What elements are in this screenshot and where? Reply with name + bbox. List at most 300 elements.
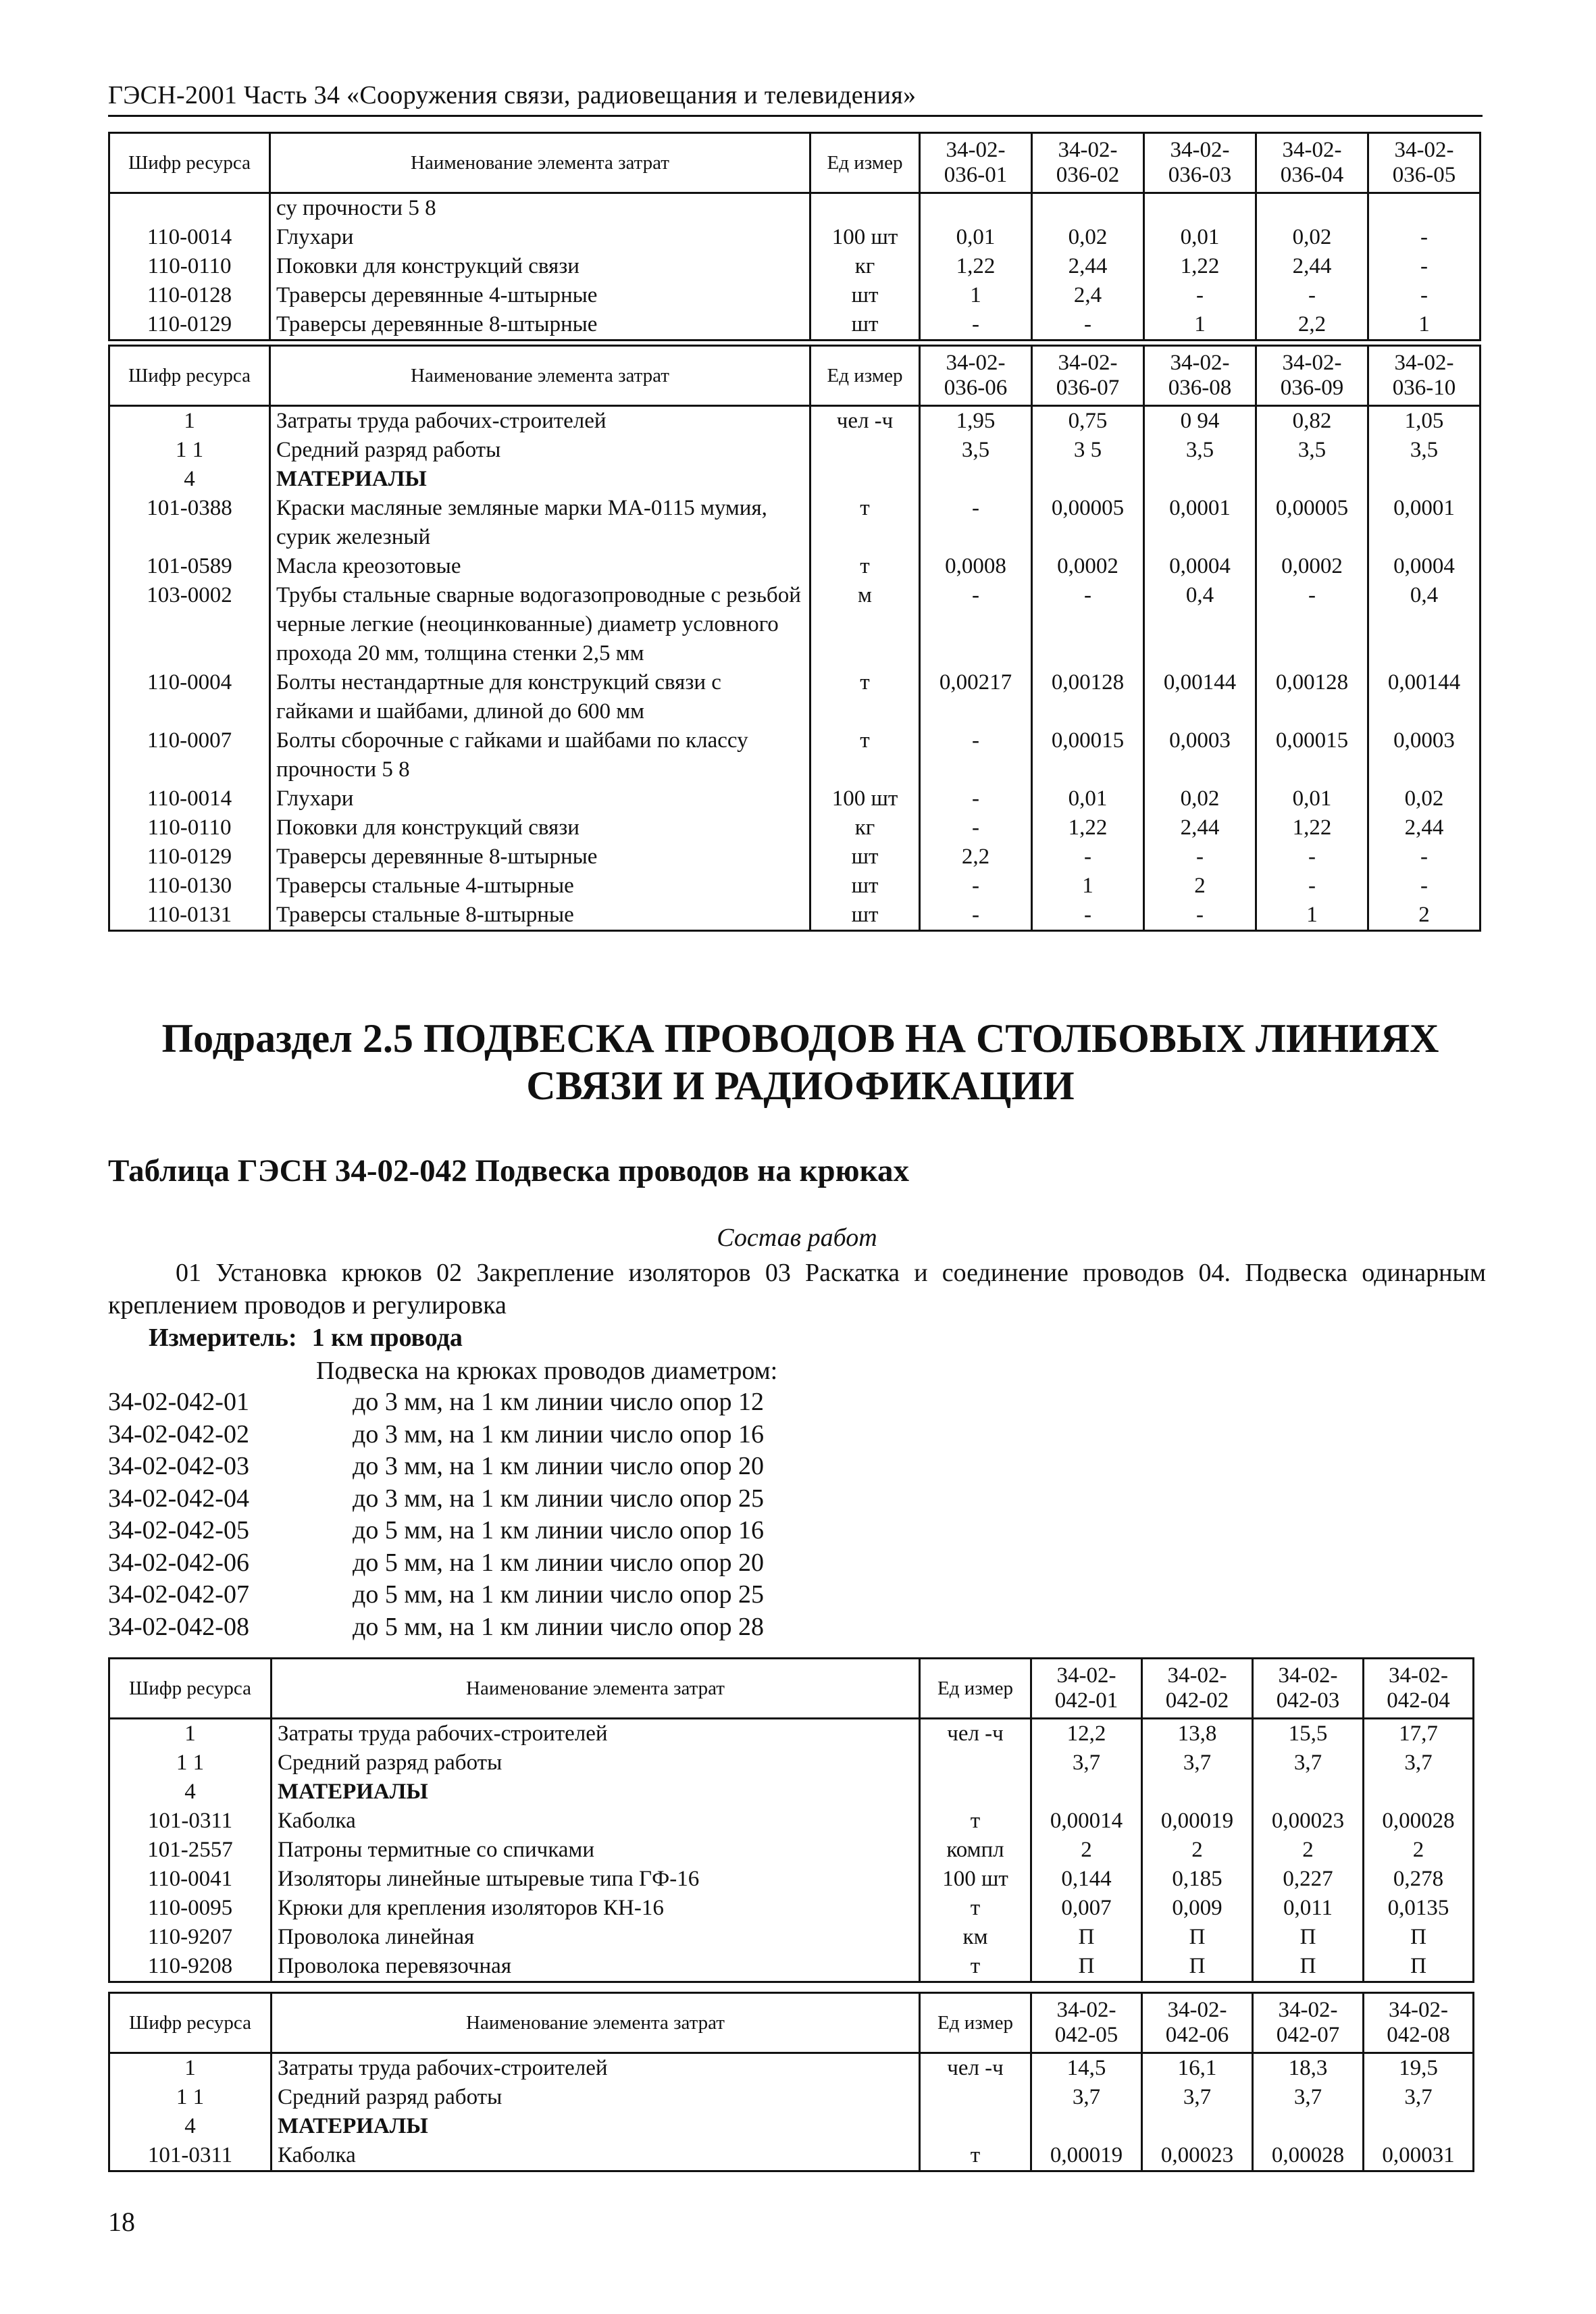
resource-unit: 100 шт [920,1865,1031,1894]
resource-code: 1 1 [109,2083,272,2112]
norm-value: 0,01 [1144,223,1256,252]
norm-value [1256,193,1368,224]
table-row [109,494,1481,552]
table-row [109,1778,1474,1807]
norm-value: 0,011 [1253,1894,1364,1923]
code-list [108,1386,764,1643]
resource-unit: т [920,1807,1031,1836]
norm-value: 2,2 [920,842,1032,872]
norm-value: - [1144,842,1256,872]
norm-description: до 3 мм, на 1 км линии число опор 12 [353,1388,765,1416]
col-header-norm: 34-02-036-08 [1144,346,1256,406]
code-item [108,1419,764,1451]
resource-name: Болты сборочные с гайками и шайбами по классу прочности 5 8 [270,726,810,784]
resource-name: Каболка [272,1807,920,1836]
col-header-norm: 34-02-036-10 [1368,346,1481,406]
resource-unit: шт [810,281,920,310]
norm-code: 34-02-042-04 [108,1484,249,1513]
norm-code: 34-02-042-07 [108,1580,249,1609]
norm-value: П [1364,1923,1474,1952]
table-row [109,668,1481,726]
table-row [109,1719,1474,1749]
norm-value: 3,5 [1256,436,1368,465]
resource-code: 110-0095 [109,1894,272,1923]
col-header-norm: 34-02-036-03 [1144,133,1256,193]
resource-code: 103-0002 [109,581,270,668]
norm-value [1368,193,1481,224]
norm-value [920,465,1032,494]
works-title: Состав работ [717,1224,877,1252]
norm-value: 2,44 [1256,252,1368,281]
norm-value: 0,01 [920,223,1032,252]
col-header-norm: 34-02-042-05 [1031,1993,1142,2053]
code-item [108,1579,764,1611]
norm-value: 0,00028 [1253,2141,1364,2171]
norm-value: 0,00015 [1032,726,1144,784]
resource-name: Масла креозотовые [270,552,810,581]
norm-value: 0,4 [1368,581,1481,668]
col-header-norm: 34-02-042-04 [1364,1659,1474,1719]
table-row [109,2053,1474,2084]
resource-code: 110-9208 [109,1952,272,1982]
resource-unit [920,1749,1031,1778]
resource-name: Затраты труда рабочих-строителей [272,2053,920,2084]
norm-value: 0 94 [1144,406,1256,436]
norm-value: 3 5 [1032,436,1144,465]
norm-value: 0,185 [1142,1865,1253,1894]
table-row [109,901,1481,931]
resource-unit: 100 шт [810,784,920,813]
norm-value: 0,00128 [1256,668,1368,726]
works-text: 01 Установка крюков 02 Закрепление изоляторов 03 Раскатка и соединение проводов 04. Подвеска одинарным креплением проводов и регулировка [108,1259,1486,1319]
meter-label: Измеритель: [149,1324,297,1352]
norm-value: 0,0003 [1368,726,1481,784]
norm-value: - [920,310,1032,341]
norm-value [1144,465,1256,494]
resource-unit: т [920,1952,1031,1982]
norm-value: 0,009 [1142,1894,1253,1923]
resource-name: Траверсы стальные 8-штырные [270,901,810,931]
resource-unit: т [810,494,920,552]
resource-code: 101-0388 [109,494,270,552]
page-number: 18 [108,2207,135,2237]
resource-name: Поковки для конструкций связи [270,813,810,842]
resource-code: 110-0128 [109,281,270,310]
table-row [109,193,1481,224]
norm-value: 14,5 [1031,2053,1142,2084]
norm-value: 2 [1144,872,1256,901]
norm-value: 2,44 [1368,813,1481,842]
resource-code: 4 [109,465,270,494]
table-row [109,813,1481,842]
norm-value: 0,02 [1032,223,1144,252]
norm-value: 17,7 [1364,1719,1474,1749]
norm-value: 0,00217 [920,668,1032,726]
header-row [109,1993,1474,2053]
resource-name: Трубы стальные сварные водогазопроводные с резьбой черные легкие (неоцинкованные) диаметр условного прохода 20 мм, толщина стенки 2,5 мм [270,581,810,668]
norm-description: до 5 мм, на 1 км линии число опор 20 [353,1548,765,1577]
norm-value: - [920,872,1032,901]
norm-value: 0,007 [1031,1894,1142,1923]
resource-code: 4 [109,1778,272,1807]
table-row [109,436,1481,465]
resource-code [109,193,270,224]
col-header-norm: 34-02-042-08 [1364,1993,1474,2053]
norm-value [1031,1778,1142,1807]
norm-value: 0,278 [1364,1865,1474,1894]
resource-unit [810,465,920,494]
norm-value: 0,02 [1144,784,1256,813]
norm-value: 0,00144 [1144,668,1256,726]
norm-value: 16,1 [1142,2053,1253,2084]
norm-value: 0,02 [1256,223,1368,252]
resource-name: МАТЕРИАЛЫ [272,2112,920,2141]
norm-description: до 3 мм, на 1 км линии число опор 16 [353,1419,765,1449]
norm-value: - [920,813,1032,842]
norm-value: 2 [1031,1836,1142,1865]
norm-value: 12,2 [1031,1719,1142,1749]
norm-value: П [1253,1923,1364,1952]
norm-value: - [1032,901,1144,931]
norm-value: 0,0002 [1032,552,1144,581]
resource-unit: т [810,552,920,581]
resource-code: 110-0007 [109,726,270,784]
norm-value: - [1256,842,1368,872]
norm-value: 0,00128 [1032,668,1144,726]
table-row [109,1836,1474,1865]
col-header-norm: 34-02-042-01 [1031,1659,1142,1719]
resource-code: 110-0014 [109,784,270,813]
table-row [109,1749,1474,1778]
norm-value: 3,7 [1031,2083,1142,2112]
col-header-norm: 34-02-036-09 [1256,346,1368,406]
resource-unit: компл [920,1836,1031,1865]
norm-value: - [920,581,1032,668]
norm-value: 3,7 [1031,1749,1142,1778]
resource-code: 110-0110 [109,252,270,281]
table-row [109,872,1481,901]
resource-unit: т [920,2141,1031,2171]
code-item [108,1547,764,1580]
col-header-name: Наименование элемента затрат [270,133,810,193]
col-header-unit: Ед измер [810,346,920,406]
table-row [109,1952,1474,1982]
norm-value: - [920,901,1032,931]
codes-intro: Подвеска на крюках проводов диаметром: [316,1357,778,1385]
norm-value: П [1253,1952,1364,1982]
resource-name: Траверсы стальные 4-штырные [270,872,810,901]
norm-value: 0,144 [1031,1865,1142,1894]
norm-value: 15,5 [1253,1719,1364,1749]
resource-name: Крюки для крепления изоляторов КН-16 [272,1894,920,1923]
col-header-unit: Ед измер [920,1659,1031,1719]
norm-value: - [1032,581,1144,668]
col-header-norm: 34-02-042-07 [1253,1993,1364,2053]
resource-table-042-05-08 [108,1992,1474,2172]
resource-table-036-06-10 [108,345,1481,932]
norm-value [1368,465,1481,494]
col-header-norm: 34-02-042-06 [1142,1993,1253,2053]
resource-unit [920,2112,1031,2141]
norm-value: 3,7 [1253,1749,1364,1778]
norm-value: 0,00015 [1256,726,1368,784]
norm-value: - [1256,872,1368,901]
norm-value: 0,0002 [1256,552,1368,581]
norm-value: 0,00023 [1253,1807,1364,1836]
header-row [109,133,1481,193]
norm-value: 1,22 [920,252,1032,281]
norm-value: 3,7 [1142,1749,1253,1778]
norm-value: 2,44 [1032,252,1144,281]
col-header-norm: 34-02-036-04 [1256,133,1368,193]
resource-name: Каболка [272,2141,920,2171]
norm-value [1031,2112,1142,2141]
col-header-norm: 34-02-036-07 [1032,346,1144,406]
norm-value: - [920,494,1032,552]
table-title: Таблица ГЭСН 34-02-042 Подвеска проводов на крюках [108,1153,909,1188]
resource-unit: шт [810,872,920,901]
norm-value [1142,1778,1253,1807]
norm-value: 1 [1368,310,1481,341]
resource-unit [920,1778,1031,1807]
resource-code: 110-0130 [109,872,270,901]
norm-value [1032,193,1144,224]
resource-code: 110-0110 [109,813,270,842]
norm-value: 0,00144 [1368,668,1481,726]
table-row [109,726,1481,784]
resource-name: Средний разряд работы [272,2083,920,2112]
resource-code: 101-0311 [109,1807,272,1836]
resource-name: Проволока перевязочная [272,1952,920,1982]
resource-name: Траверсы деревянные 8-штырные [270,310,810,341]
norm-value: 3,5 [1144,436,1256,465]
norm-value: 0,0004 [1144,552,1256,581]
col-header-name: Наименование элемента затрат [272,1993,920,2053]
norm-value: 3,5 [920,436,1032,465]
table-row [109,784,1481,813]
norm-value: 0,00019 [1031,2141,1142,2171]
table-row [109,2083,1474,2112]
col-header-code: Шифр ресурса [109,1659,272,1719]
resource-unit [810,436,920,465]
norm-value: - [1032,842,1144,872]
norm-value: 0,01 [1032,784,1144,813]
resource-name: су прочности 5 8 [270,193,810,224]
norm-value: - [1032,310,1144,341]
norm-value: 18,3 [1253,2053,1364,2084]
norm-value: 3,7 [1142,2083,1253,2112]
resource-code: 110-0014 [109,223,270,252]
page-header: ГЭСН-2001 Часть 34 «Сооружения связи, радиовещания и телевидения» [108,80,1483,117]
table-row [109,252,1481,281]
table-row [109,465,1481,494]
table-row [109,1923,1474,1952]
norm-value: - [1144,901,1256,931]
resource-code: 101-2557 [109,1836,272,1865]
norm-value [1253,1778,1364,1807]
resource-unit: т [810,726,920,784]
norm-value: П [1142,1952,1253,1982]
norm-value: 3,7 [1364,1749,1474,1778]
table-row [109,406,1481,436]
resource-name: Болты нестандартные для конструкций связи с гайками и шайбами, длиной до 600 мм [270,668,810,726]
table-row [109,842,1481,872]
resource-unit: т [920,1894,1031,1923]
norm-value: - [920,726,1032,784]
resource-name: Траверсы деревянные 4-штырные [270,281,810,310]
resource-unit: чел -ч [920,2053,1031,2084]
col-header-norm: 34-02-042-02 [1142,1659,1253,1719]
resource-unit: шт [810,901,920,931]
norm-value: 2,2 [1256,310,1368,341]
norm-description: до 5 мм, на 1 км линии число опор 16 [353,1516,765,1544]
norm-value: 0,0003 [1144,726,1256,784]
norm-description: до 5 мм, на 1 км линии число опор 28 [353,1612,765,1641]
norm-value: 2,44 [1144,813,1256,842]
col-header-norm: 34-02-036-05 [1368,133,1481,193]
norm-value: 3,7 [1253,2083,1364,2112]
resource-code: 4 [109,2112,272,2141]
resource-unit [920,2083,1031,2112]
norm-value: 0,227 [1253,1865,1364,1894]
norm-value: 1 [1144,310,1256,341]
col-header-code: Шифр ресурса [109,1993,272,2053]
table-row [109,2141,1474,2171]
resource-table-042-01-04 [108,1657,1474,1983]
resource-code: 1 1 [109,1749,272,1778]
table-row [109,1894,1474,1923]
norm-value: 3,7 [1364,2083,1474,2112]
norm-value: 0,00014 [1031,1807,1142,1836]
resource-name: Средний разряд работы [272,1749,920,1778]
norm-value: 0,00023 [1142,2141,1253,2171]
norm-value: 0,00005 [1032,494,1144,552]
resource-unit: т [810,668,920,726]
norm-value: - [1368,223,1481,252]
norm-code: 34-02-042-02 [108,1419,249,1449]
resource-code: 101-0311 [109,2141,272,2171]
code-item [108,1483,764,1515]
norm-value: 2 [1364,1836,1474,1865]
table-row [109,281,1481,310]
norm-value: 0,01 [1256,784,1368,813]
norm-value: 0,02 [1368,784,1481,813]
norm-value: 19,5 [1364,2053,1474,2084]
table-row [109,1865,1474,1894]
norm-value [920,193,1032,224]
resource-name: Патроны термитные со спичками [272,1836,920,1865]
norm-value: - [1256,281,1368,310]
norm-value: - [920,784,1032,813]
norm-value: - [1144,281,1256,310]
resource-code: 101-0589 [109,552,270,581]
resource-unit: чел -ч [810,406,920,436]
norm-code: 34-02-042-05 [108,1516,249,1544]
norm-value: 2 [1368,901,1481,931]
norm-code: 34-02-042-06 [108,1548,249,1577]
norm-value: 0,82 [1256,406,1368,436]
col-header-name: Наименование элемента затрат [270,346,810,406]
norm-value: 1,22 [1144,252,1256,281]
code-item [108,1386,764,1419]
resource-unit: кг [810,813,920,842]
resource-code: 110-0041 [109,1865,272,1894]
col-header-unit: Ед измер [810,133,920,193]
norm-value: - [1256,581,1368,668]
norm-value: - [1368,872,1481,901]
norm-value: 0,00019 [1142,1807,1253,1836]
norm-value: П [1142,1923,1253,1952]
resource-name: Проволока линейная [272,1923,920,1952]
table-row [109,2112,1474,2141]
resource-unit: шт [810,842,920,872]
norm-value: 0,0001 [1368,494,1481,552]
table-row [109,223,1481,252]
norm-value: 1 [920,281,1032,310]
table-row [109,552,1481,581]
norm-value: 3,5 [1368,436,1481,465]
resource-code: 1 [109,1719,272,1749]
norm-value: П [1031,1952,1142,1982]
resource-unit [810,193,920,224]
code-item [108,1611,764,1644]
resource-code: 110-0129 [109,310,270,341]
resource-unit: км [920,1923,1031,1952]
norm-value: 1,22 [1256,813,1368,842]
norm-description: до 3 мм, на 1 км линии число опор 20 [353,1452,765,1480]
norm-value [1364,2112,1474,2141]
resource-code: 110-9207 [109,1923,272,1952]
norm-value: 1 [1256,901,1368,931]
norm-value: - [1368,252,1481,281]
resource-unit: 100 шт [810,223,920,252]
norm-value: 2,4 [1032,281,1144,310]
resource-code: 110-0129 [109,842,270,872]
meter-value: 1 км провода [311,1324,463,1352]
resource-name: Затраты труда рабочих-строителей [270,406,810,436]
col-header-norm: 34-02-042-03 [1253,1659,1364,1719]
resource-table-036-01-05 [108,132,1481,341]
resource-name: Поковки для конструкций связи [270,252,810,281]
col-header-unit: Ед измер [920,1993,1031,2053]
col-header-norm: 34-02-036-02 [1032,133,1144,193]
norm-value: 0,75 [1032,406,1144,436]
resource-code: 110-0131 [109,901,270,931]
resource-code: 1 [109,2053,272,2084]
norm-value: 0,0004 [1368,552,1481,581]
norm-code: 34-02-042-08 [108,1612,249,1641]
header-row [109,1659,1474,1719]
meter-line [149,1323,463,1353]
col-header-norm: 34-02-036-06 [920,346,1032,406]
norm-value: 0,0008 [920,552,1032,581]
norm-value: 1,05 [1368,406,1481,436]
norm-value: - [1368,281,1481,310]
resource-code: 1 1 [109,436,270,465]
code-item [108,1515,764,1547]
resource-unit: чел -ч [920,1719,1031,1749]
norm-description: до 3 мм, на 1 км линии число опор 25 [353,1484,765,1513]
norm-value: 1 [1032,872,1144,901]
norm-code: 34-02-042-01 [108,1388,249,1416]
col-header-code: Шифр ресурса [109,133,270,193]
norm-value: 0,00005 [1256,494,1368,552]
norm-code: 34-02-042-03 [108,1452,249,1480]
norm-value: П [1364,1952,1474,1982]
norm-value: 0,00028 [1364,1807,1474,1836]
resource-name: Глухари [270,223,810,252]
norm-value: 1,95 [920,406,1032,436]
